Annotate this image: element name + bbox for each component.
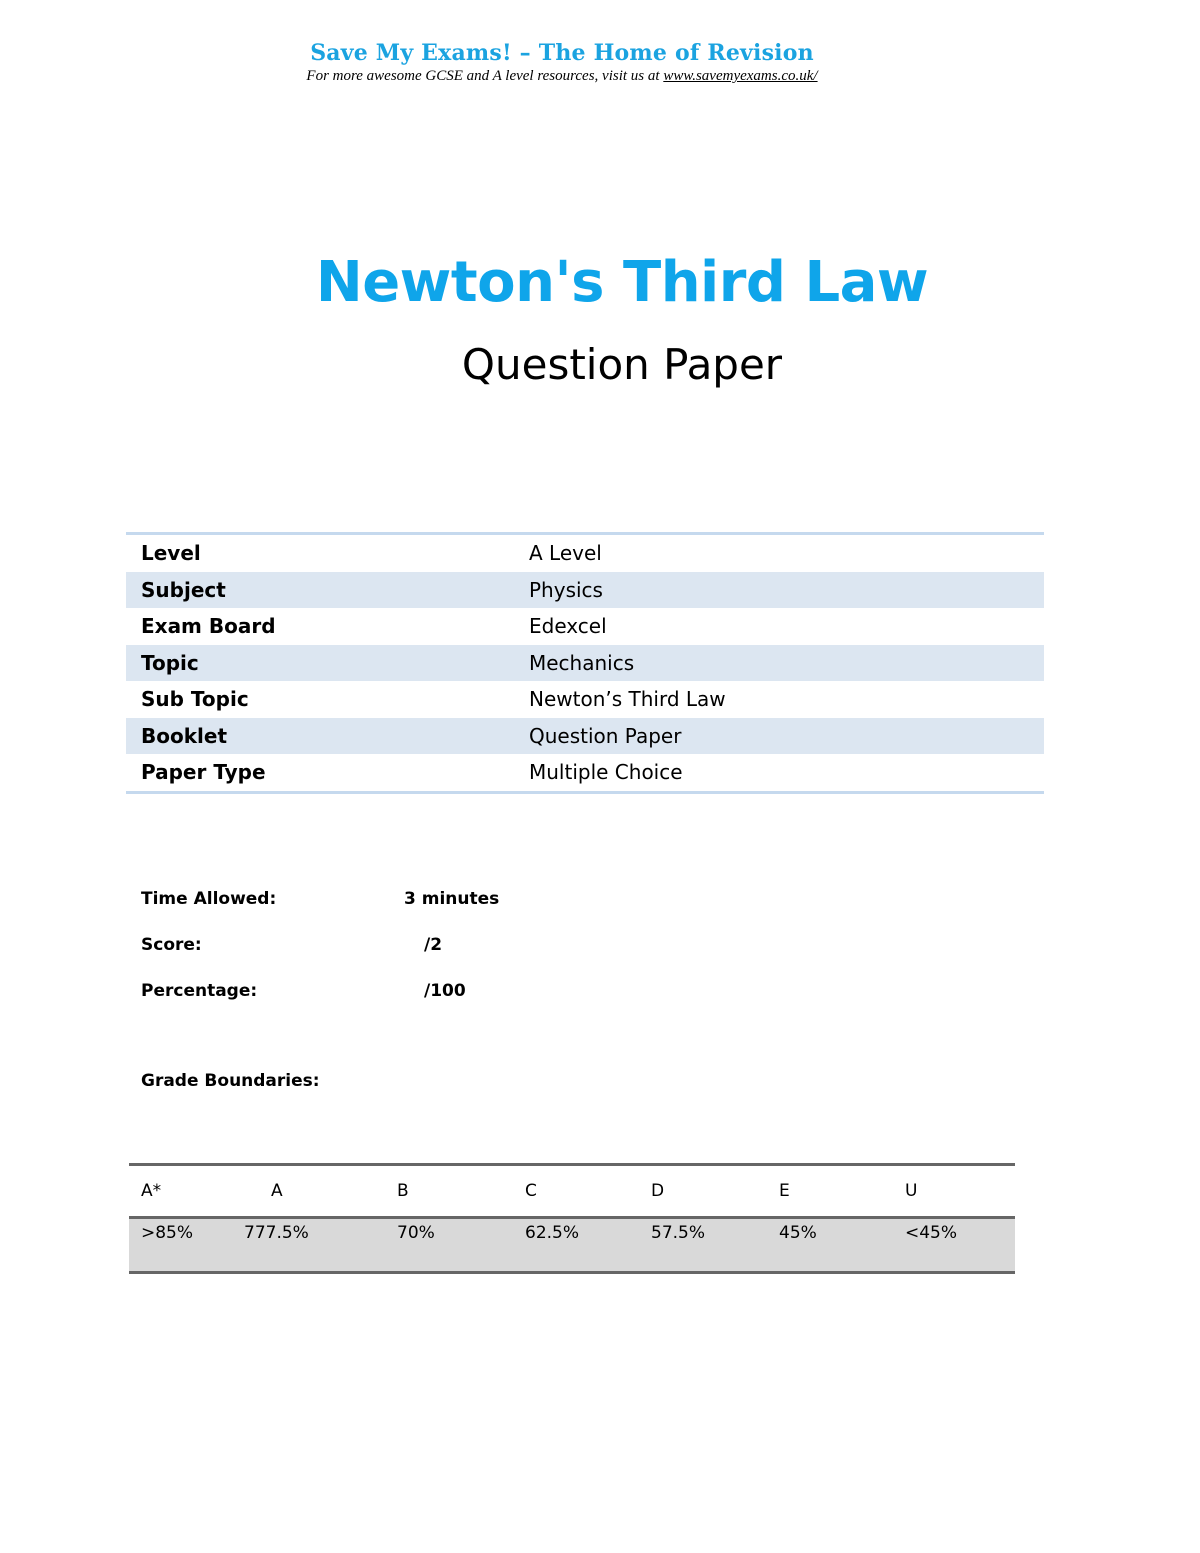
info-key: Topic bbox=[141, 650, 199, 675]
info-value: Multiple Choice bbox=[529, 760, 683, 785]
score-value: /2 bbox=[424, 935, 443, 955]
info-key: Sub Topic bbox=[141, 687, 249, 712]
info-value: Newton’s Third Law bbox=[529, 687, 726, 712]
grade-value: 57.5% bbox=[651, 1223, 706, 1243]
grade-value: 62.5% bbox=[525, 1223, 580, 1243]
grade-header: A bbox=[271, 1181, 283, 1201]
percentage-label: Percentage: bbox=[141, 981, 258, 1001]
tagline-text: For more awesome GCSE and A level resources, visit us at bbox=[306, 68, 664, 84]
time-allowed-value: 3 minutes bbox=[404, 889, 500, 909]
grade-value: 45% bbox=[779, 1223, 817, 1243]
info-key: Paper Type bbox=[141, 760, 266, 785]
grade-value: 777.5% bbox=[244, 1223, 309, 1243]
grade-value: 70% bbox=[397, 1223, 435, 1243]
info-value: A Level bbox=[529, 541, 602, 566]
info-row-subject bbox=[126, 572, 1044, 609]
percentage bbox=[141, 981, 466, 1001]
header-tagline bbox=[0, 68, 1124, 85]
info-row-level bbox=[126, 535, 1044, 572]
grade-header: C bbox=[525, 1181, 537, 1201]
grade-value: <45% bbox=[905, 1223, 958, 1243]
percentage-value: /100 bbox=[424, 981, 466, 1001]
info-key: Booklet bbox=[141, 723, 228, 748]
info-key: Subject bbox=[141, 577, 226, 602]
info-value: Edexcel bbox=[529, 614, 607, 639]
info-value: Physics bbox=[529, 577, 603, 602]
info-row-exam-board bbox=[126, 608, 1044, 645]
info-row-sub-topic bbox=[126, 681, 1044, 718]
document-subtitle: Question Paper bbox=[461, 340, 783, 389]
grade-boundaries-heading bbox=[141, 1071, 320, 1091]
score-label: Score: bbox=[141, 935, 202, 955]
grade-value-row bbox=[129, 1219, 1015, 1271]
time-allowed bbox=[141, 889, 500, 909]
info-row-topic bbox=[126, 645, 1044, 682]
info-value: Question Paper bbox=[529, 723, 682, 748]
info-key: Exam Board bbox=[141, 614, 276, 639]
time-allowed-label: Time Allowed: bbox=[141, 889, 277, 909]
grade-header: D bbox=[651, 1181, 665, 1201]
grade-boundaries-label: Grade Boundaries: bbox=[141, 1071, 320, 1091]
grade-header: B bbox=[397, 1181, 409, 1201]
score bbox=[141, 935, 443, 955]
info-table bbox=[126, 532, 1044, 794]
info-key: Level bbox=[141, 541, 201, 566]
info-value: Mechanics bbox=[529, 650, 635, 675]
grade-header-row bbox=[129, 1166, 1015, 1219]
info-row-booklet bbox=[126, 718, 1044, 755]
page-header bbox=[0, 40, 1124, 85]
info-row-paper-type bbox=[126, 754, 1044, 791]
brand-heading: Save My Exams! – The Home of Revision bbox=[310, 40, 814, 66]
grade-header: A* bbox=[141, 1181, 162, 1201]
document-title: Newton's Third Law bbox=[315, 250, 929, 315]
grade-boundaries-table bbox=[129, 1163, 1015, 1274]
grade-value: >85% bbox=[141, 1223, 194, 1243]
grade-header: E bbox=[779, 1181, 790, 1201]
website-link[interactable]: www.savemyexams.co.uk/ bbox=[663, 68, 818, 84]
grade-header: U bbox=[905, 1181, 918, 1201]
